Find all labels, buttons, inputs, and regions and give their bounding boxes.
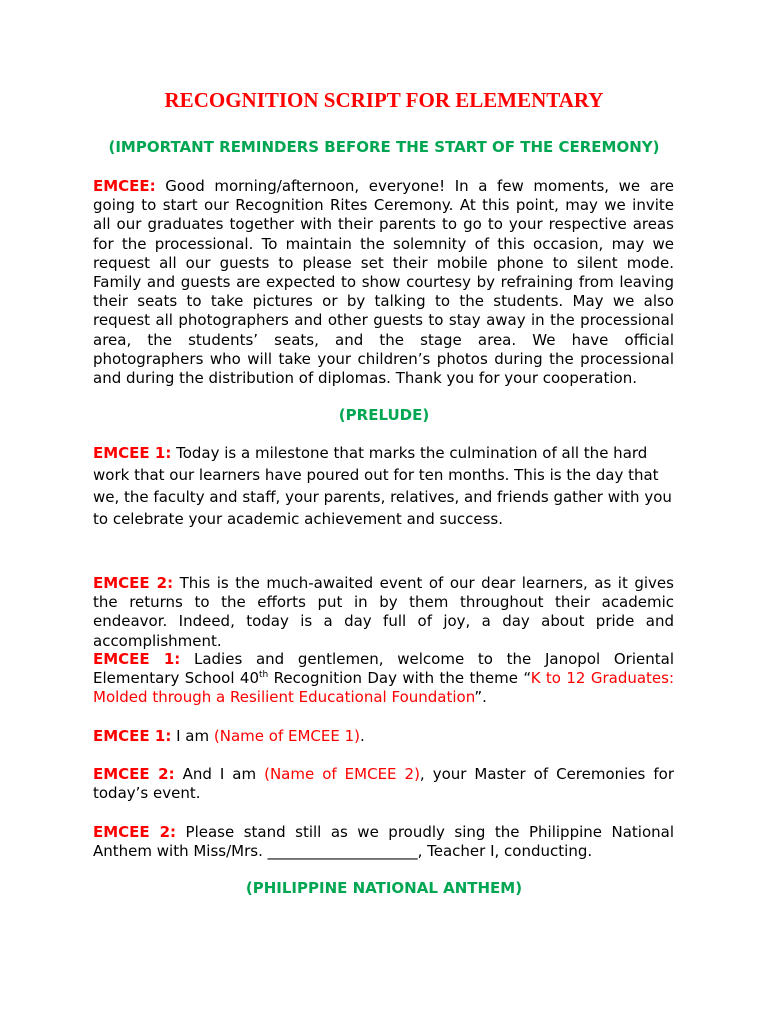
emcee1-intro-paragraph bbox=[93, 727, 674, 746]
reminders-heading: (IMPORTANT REMINDERS BEFORE THE START OF THE CEREMONY) bbox=[108, 138, 660, 156]
paragraph-text: Recognition Day with the theme “ bbox=[268, 669, 531, 688]
speaker-label: EMCEE 1: bbox=[93, 444, 172, 462]
prelude-heading: (PRELUDE) bbox=[338, 406, 430, 424]
paragraph-text: Please stand still as we proudly sing the Philippine National Anthem with Miss/Mrs. ____________________, Teacher I, conducting. bbox=[93, 823, 674, 861]
speaker-label: EMCEE 2: bbox=[93, 823, 177, 841]
emcee1-welcome-paragraph bbox=[93, 650, 674, 708]
emcee-name-placeholder: (Name of EMCEE 2) bbox=[264, 765, 420, 783]
paragraph-text: I am bbox=[171, 727, 214, 745]
document-title: RECOGNITION SCRIPT FOR ELEMENTARY bbox=[164, 88, 604, 112]
paragraph-text: And I am bbox=[174, 765, 265, 783]
paragraph-text: Today is a milestone that marks the culmination of all the hard work that our learners have poured out for ten months. This is the day that we, the faculty and staff, your parents, relatives, and friends gather with you to celebrate your academic achievement and success. bbox=[93, 444, 672, 528]
paragraph-text: Good morning/afternoon, everyone! In a few moments, we are going to start our Recognition Rites Ceremony. At this point, may we invite all our graduates together with their parents to go to your respective areas for the processional. To maintain the solemnity of this occasion, may we request all our guests to please set their mobile phone to silent mode. Family and guests are expected to show courtesy by refraining from leaving their seats to take pictures or by talking to the students. May we also request all photographers and other guests to stay away in the processional area, the students’ seats, and the stage area. We have official photographers who will take your children’s photos during the processional and during the distribution of diplomas. Thank you for your cooperation. bbox=[93, 177, 674, 388]
paragraph-text: This is the much-awaited event of our dear learners, as it gives the returns to the efforts put in by them throughout their academic endeavor. Indeed, today is a day full of joy, a day about pride and accomplishment. bbox=[93, 574, 674, 650]
intro-paragraph bbox=[93, 177, 674, 388]
speaker-label: EMCEE 1: bbox=[93, 650, 181, 668]
anthem-heading: (PHILIPPINE NATIONAL ANTHEM) bbox=[245, 879, 523, 897]
paragraph-text: . bbox=[360, 727, 365, 745]
emcee-name-placeholder: (Name of EMCEE 1) bbox=[213, 727, 361, 745]
speaker-label: EMCEE 2: bbox=[93, 574, 174, 592]
emcee1-milestone-paragraph bbox=[93, 442, 674, 530]
speaker-label: EMCEE 2: bbox=[93, 765, 175, 783]
paragraph-text: Ladies and gentlemen, welcome to the Janopol Oriental Elementary School 40 bbox=[93, 650, 674, 688]
paragraph-text: , your Master of Ceremonies for today’s event. bbox=[93, 765, 675, 803]
theme-text: K to 12 Graduates: Molded through a Resilient Educational Foundation bbox=[93, 669, 675, 707]
speaker-label: EMCEE: bbox=[93, 177, 156, 195]
emcee2-awaited-paragraph bbox=[93, 574, 674, 651]
paragraph-text: ”. bbox=[474, 688, 487, 707]
speaker-label: EMCEE 1: bbox=[93, 727, 172, 745]
emcee2-intro-paragraph bbox=[93, 765, 674, 803]
emcee2-anthem-paragraph bbox=[93, 823, 674, 861]
ordinal-suffix: th bbox=[259, 670, 269, 681]
